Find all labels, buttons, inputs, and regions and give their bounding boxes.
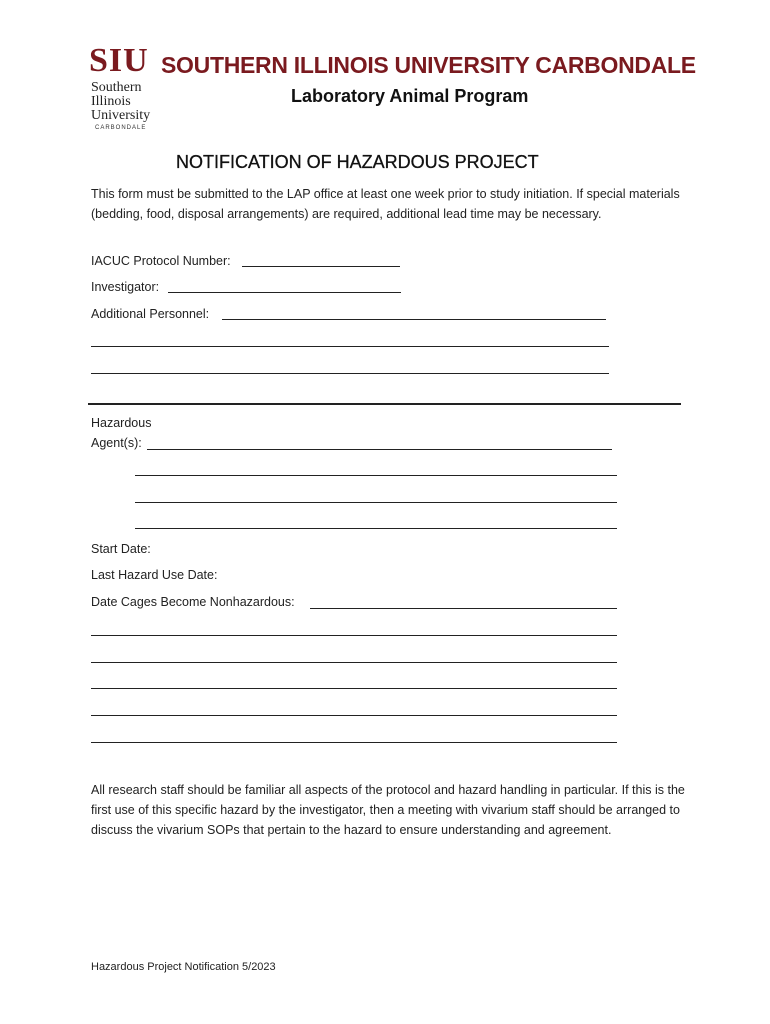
notes-line-5[interactable] xyxy=(91,742,617,743)
intro-paragraph: This form must be submitted to the LAP office at least one week prior to study initiation. If special materials (bedding, food, disposal arrangements) are required, additional lead time may be necessary. xyxy=(91,187,680,221)
footer-text: Hazardous Project Notification 5/2023 xyxy=(91,961,276,973)
hazardous-agents-line-4[interactable] xyxy=(135,528,617,529)
notes-line-4[interactable] xyxy=(91,715,617,716)
additional-personnel-label: Additional Personnel: xyxy=(91,307,210,321)
last-hazard-use-date-label: Last Hazard Use Date: xyxy=(91,568,218,582)
additional-personnel-line-2[interactable] xyxy=(91,346,609,347)
form-title: NOTIFICATION OF HAZARDOUS PROJECT xyxy=(176,152,539,172)
date-cages-nonhazardous-label: Date Cages Become Nonhazardous: xyxy=(91,595,295,609)
additional-personnel-line-3[interactable] xyxy=(91,373,609,374)
logo-text-illinois: Illinois xyxy=(91,94,131,109)
logo-text-university: University xyxy=(91,108,151,123)
start-date-label: Start Date: xyxy=(91,542,151,556)
notes-line-2[interactable] xyxy=(91,662,617,663)
logo-text-carbondale: CARBONDALE xyxy=(95,125,147,131)
university-title: SOUTHERN ILLINOIS UNIVERSITY CARBONDALE xyxy=(161,52,696,78)
additional-personnel-field[interactable] xyxy=(222,319,606,320)
closing-paragraph: All research staff should be familiar all aspects of the protocol and hazard handling in particular. If this is the first use of this specific hazard by the investigator, then a meeting with vivarium staff should be arranged to discuss the vivarium SOPs that pertain to the hazard to ensure understanding and agreement. xyxy=(91,783,685,837)
siu-logo-mark: SIU xyxy=(89,42,149,79)
notes-line-3[interactable] xyxy=(91,688,617,689)
section-divider xyxy=(88,403,681,405)
hazardous-agents-field[interactable] xyxy=(147,449,612,450)
investigator-label: Investigator: xyxy=(91,280,160,294)
program-title: Laboratory Animal Program xyxy=(291,86,529,106)
date-cages-nonhazardous-field[interactable] xyxy=(310,608,617,609)
investigator-field[interactable] xyxy=(168,292,401,293)
protocol-number-field[interactable] xyxy=(242,266,400,267)
hazardous-agents-line-3[interactable] xyxy=(135,502,617,503)
hazardous-agents-line-2[interactable] xyxy=(135,475,617,476)
hazardous-label: Hazardous xyxy=(91,416,152,430)
agents-label: Agent(s): xyxy=(91,436,142,450)
protocol-number-label: IACUC Protocol Number: xyxy=(91,254,231,268)
logo-text-southern: Southern xyxy=(91,80,142,95)
notes-line-1[interactable] xyxy=(91,635,617,636)
